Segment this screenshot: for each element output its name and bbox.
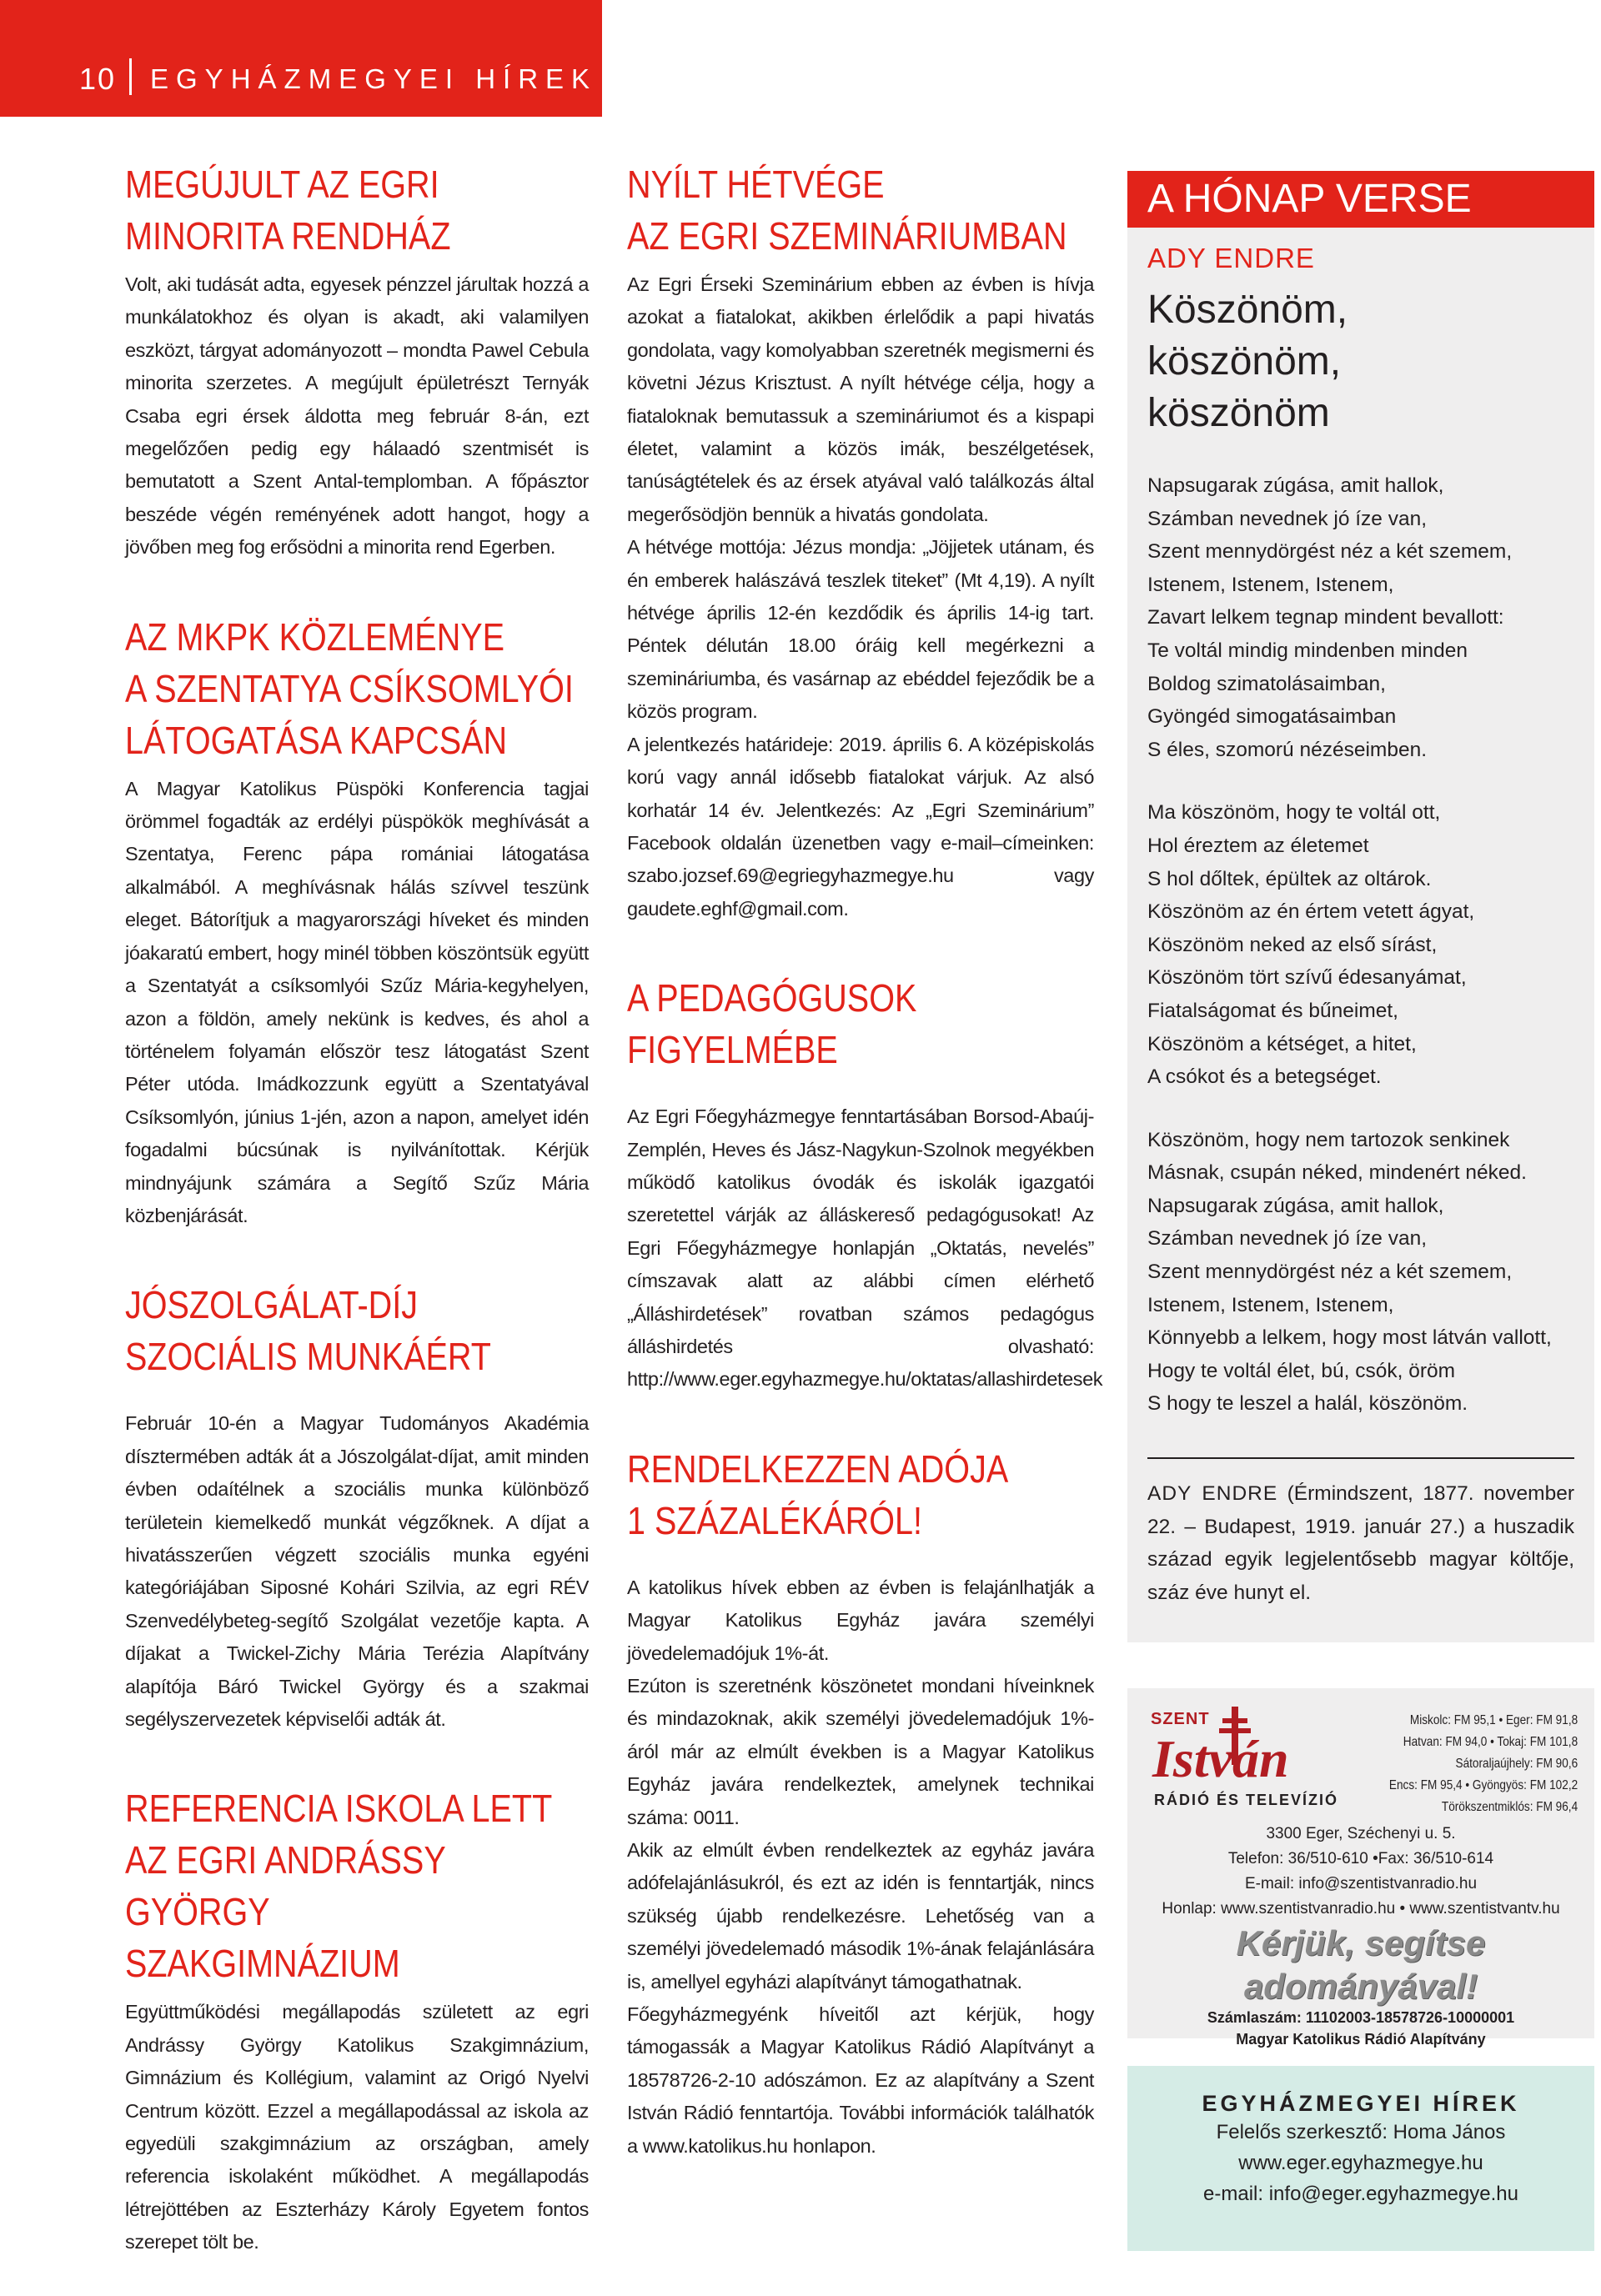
left-column <box>125 158 589 2296</box>
poem-bio <box>1127 1459 1594 1609</box>
bio-text: (Érmindszent, 1877. november 22. – Budapest, 1919. január 27.) a huszadik század egyik legjelentősebb magyar költője, száz éve hunyt el. <box>1147 1482 1574 1604</box>
article-pedagogusok <box>627 972 1103 1396</box>
imprint-email[interactable]: e-mail: info@eger.egyhazmegye.hu <box>1203 2183 1518 2205</box>
section-title: EGYHÁZMEGYEI HÍREK <box>150 63 598 94</box>
poem-stanza: Köszönöm, hogy nem tartozok senkinek Másnak, csupán néked, mindenért néked. Napsugarak zúgása, amit hallok, Számban nevednek jó íze van, Szent mennydörgést néz a két szemem, Istenem, Istenem, Istenem, Könnyebb a lelkem, hogy most látván vallott, Hogy te voltál élet, bú, csók, öröm S hogy te leszel a halál, köszönöm. <box>1147 1128 1552 1416</box>
poem-box <box>1127 171 1594 1642</box>
article-title: AZ MKPK KÖZLEMÉNYE A SZENTATYA CSÍKSOMLYÓI LÁTOGATÁSA KAPCSÁN <box>125 614 574 762</box>
imprint-title: EGYHÁZMEGYEI HÍREK <box>1202 2091 1520 2116</box>
radio-advert <box>1127 1688 1594 2048</box>
poem-stanza: Ma köszönöm, hogy te voltál ott, Hol éreztem az életemet S hol dőltek, épültek az oltárok. Köszönöm az én értem vetett ágyat, Köszönöm neked az első sírást, Köszönöm tört szívű édesanyámat, Fiatalságomat és bűneimet, Köszönöm a kétséget, a hitet, A csókot és a betegséget. <box>1147 801 1475 1089</box>
frequency-list: Miskolc: FM 95,1 • Eger: FM 91,8 Hatvan: FM 94,0 • Tokaj: FM 101,8 Sátoraljaújhely: FM 90,6 Encs: FM 95,4 • Gyöngyös: FM 102,2 Törökszentmiklós: FM 96,4 <box>1388 1713 1578 1814</box>
article-joszolgalat <box>125 1279 589 1736</box>
poem-author: ADY ENDRE <box>1147 243 1315 273</box>
radio-address: 3300 Eger, Széchenyi u. 5. <box>1266 1825 1456 1842</box>
bank-account: Számlaszám: 11102003-18578726-10000001 Magyar Katolikus Rádió Alapítvány <box>1207 2009 1515 2048</box>
article-title: JÓSZOLGÁLAT-DÍJ SZOCIÁLIS MUNKÁÉRT <box>125 1283 491 1379</box>
radio-email[interactable]: E-mail: info@szentistvanradio.hu <box>1244 1875 1478 1892</box>
article-body: Az Egri Főegyházmegye fenntartásában Borsod-Abaúj-Zemplén, Heves és Jász-Nagykun-Szolnok megyékben működő katolikus óvodák és iskolák igazgatói szeretettel várják az álláskereső pedagógusokat! Az Egri Főegyházmegye honlapján „Oktatás, nevelés” címszavak alatt az alábbi címen elérhető „Álláshirdetések” rovatban számos pedagógus álláshirdetés olvasható: http://www.eger.egyhazmegye.hu/oktatas/allashirdetesek <box>627 1105 1103 1391</box>
radio-web[interactable]: Honlap: www.szentistvanradio.hu • www.szentistvantv.hu <box>1162 1900 1560 1918</box>
article-title: NYÍLT HÉTVÉGE AZ EGRI SZEMINÁRIUMBAN <box>627 163 1067 258</box>
article-minorita <box>125 158 589 564</box>
imprint-box <box>1127 2066 1594 2251</box>
bio-name: ADY ENDRE <box>1147 1482 1278 1506</box>
article-title: REFERENCIA ISKOLA LETT AZ EGRI ANDRÁSSY GYÖRGY SZAKGIMNÁZIUM <box>125 1787 553 1986</box>
article-body: Az Egri Érseki Szeminárium ebben az évben is hívja azokat a fiatalokat, akikben érlelődik a papi hivatás gondolata, vagy komolyabban szeretnék megismerni és követni Jézus Krisztust. A nyílt hétvége célja, hogy a fiataloknak bemutassuk a szemináriumot és a kispapi életet, valamint a közös imák, beszélgetések, tanúságtételek és az érsek atyával való találkozás által megerősödjön bennük a hivatás gondolata. A hétvége mottója: Jézus mondja: „Jöjjetek utánam, és én emberek halászává teszlek titeket” (Mt 4,19). A nyílt hétvége április 12-én kezdődik és április 14-ig tart. Péntek délután 18.00 óráig kell megérkezni a szemináriumba, és vasárnap az ebéddel fejeződik be a közös program. A jelentkezés határideje: 2019. április 6. A középiskolás korú vagy annál idősebb fiatalokat várjuk. Az alsó korhatár 14 év. Jelentkezés: Az „Egri Szeminárium” Facebook oldalán üzenetben vagy e-mail–címeinken: szabo.jozsef.69@egriegyhazmegye.hu vagy gaudete.eghf@gmail.com. <box>627 273 1094 920</box>
page-number: 10 <box>79 62 117 96</box>
article-body: Volt, aki tudását adta, egyesek pénzzel járultak hozzá a munkálatokhoz és olyan is akadt, aki valamilyen eszközt, tárgyat adományozott – mondta Pawel Cebula minorita szerzetes. A megújult épületrészt Ternyák Csaba egri érsek áldotta meg február 8-án, ezt megelőzően pedig egy hálaadó szentmisét is bemutatott a Szent Antal-templomban. A főpásztor beszéde végén reményének adott hangot, hogy a jövőben meg fog erősödni a minorita rend Egerben. <box>125 273 589 559</box>
middle-column <box>627 158 1103 2199</box>
article-title: RENDELKEZZEN ADÓJA 1 SZÁZALÉKÁRÓL! <box>627 1446 1009 1542</box>
radio-phone: Telefon: 36/510-610 •Fax: 36/510-614 <box>1227 1850 1494 1867</box>
poem-title: Köszönöm, köszönöm, köszönöm <box>1147 288 1348 435</box>
article-title: A PEDAGÓGUSOK FIGYELMÉBE <box>627 976 917 1072</box>
donation-plea: Kérjük, segítse adományával! <box>1236 1923 1486 2006</box>
article-ado-szazalek <box>627 1443 1094 2163</box>
article-mkpk <box>125 611 589 1233</box>
imprint-editor: Felelős szerkesztő: Homa János <box>1216 2121 1506 2143</box>
imprint-web[interactable]: www.eger.egyhazmegye.hu <box>1238 2152 1483 2174</box>
poem-box-title: A HÓNAP VERSE <box>1127 171 1594 228</box>
page-header <box>0 0 602 117</box>
radio-contact <box>1127 1822 1594 1922</box>
article-body: A katolikus hívek ebben az évben is felajánlhatják a Magyar Katolikus Egyház javára személyi jövedelemadójuk 1%-át. Ezúton is szeretnénk köszönetet mondani híveinknek és mindazoknak, akik személyi jövedelemadójuk 1%-áról már az elmúlt években is a Magyar Katolikus Egyház javára rendelkeztek, amelynek technikai száma: 0011. Akik az elmúlt évben rendelkeztek az egyház javára adófelajánlásukról, és ezt az idén is fenntartják, nincs szükség újabb rendelkezésre. Lehetőség van a személyi jövedelemadó második 1%-ának felajánlására is, amellyel egyházi alapítványt támogathatnak. Főegyházmegyénk híveitől azt kérjük, hogy támogassák a Magyar Katolikus Rádió Alapítványt a 18578726-2-10 adószámon. Ez az alapítvány a Szent István Rádió fenntartója. További információk találhatók a www.katolikus.hu honlapon. <box>627 1576 1094 2157</box>
article-body: Február 10-én a Magyar Tudományos Akadémia dísztermében adták át a Jószolgálat-díjat, amit minden évben odaítélnek a szociális munka különböző területein kiemelkedő munkát végzőknek. A díjat a hivatásszerűen végzett szociális munka egyéni kategóriájában Siposné Kohári Szilvia, az egri RÉV Szenvedélybeteg-segítő Szolgálat vezetője kapta. A díjakat a Twickel-Zichy Mária Terézia Alapítvány alapítója Báró Twickel György és a szakmai segélyszervezetek képviselői adták át. <box>125 1412 589 1730</box>
article-body: A Magyar Katolikus Püspöki Konferencia tagjai örömmel fogadták az erdélyi püspökök meghívását a Szentatya, Ferenc pápa romániai látogatása alkalmából. A meghívásnak hálás szívvel teszünk eleget. Bátorítjuk a magyarországi híveket és minden jóakaratú embert, hogy minél többen köszöntsük együtt a Szentatyát a csíksomlyói Szűz Mária-kegyhelyen, azon a földön, amely nekünk is kedves, és ahol a történelem folyamán először tesz látogatást Szent Péter utóda. Imádkozzunk együtt a Szentatyával Csíksomlyón, június 1-jén, azon a napon, amelyet idén fogadalmi búcsúnak is nyilvánítottak. Kérjük mindnyájunk számára a Segítő Szűz Mária közbenjárását. <box>125 777 589 1226</box>
article-title: MEGÚJULT AZ EGRI MINORITA RENDHÁZ <box>125 163 451 258</box>
article-andrassy <box>125 1782 589 2258</box>
radio-logo: SZENT István RÁDIÓ ÉS TELEVÍZIÓ <box>1151 1707 1368 1815</box>
right-column <box>1127 171 1594 1642</box>
article-nyilt-hetvege <box>627 158 1094 925</box>
poem-stanza: Napsugarak zúgása, amit hallok, Számban nevednek jó íze van, Szent mennydörgést néz a két szemem, Istenem, Istenem, Istenem, Zavart lelkem tegnap mindent bevallott: Te voltál mindig mindenben minden Boldog szimatolásaimban, Gyöngéd simogatásaimban S éles, szomorú nézéseimben. <box>1147 474 1513 761</box>
article-body: Együttműködési megállapodás született az egri Andrássy György Katolikus Szakgimnázium, Gimnázium és Kollégium, valamint az Origó Nyelvi Centrum között. Ezzel a megállapodással az iskola az egyedüli szakgimnázium az országban, amely referencia iskolaként működhet. A megállapodás létrejöttében az Eszterházy Károly Egyetem fontos szerepet tölt be. <box>125 2001 589 2253</box>
header-divider <box>129 58 132 95</box>
